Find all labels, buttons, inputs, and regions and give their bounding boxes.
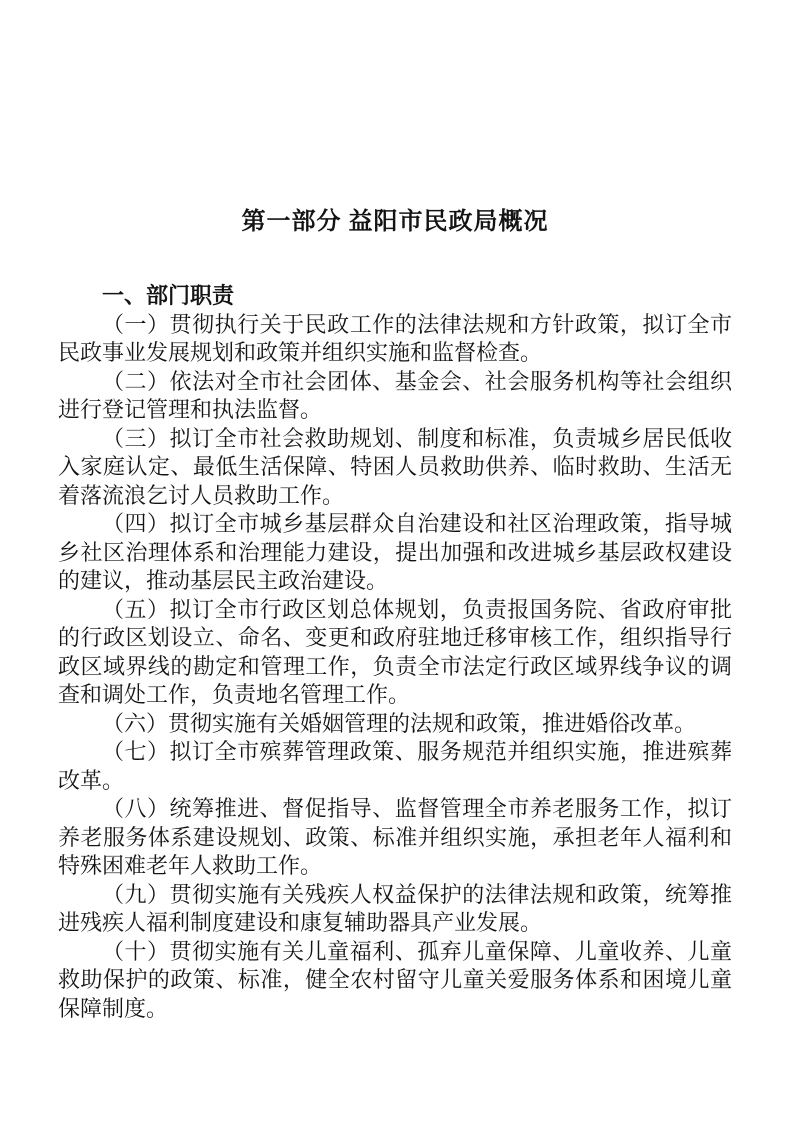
duty-paragraph-6: （六）贯彻实施有关婚姻管理的法规和政策，推进婚俗改革。: [102, 710, 697, 736]
duty-paragraph-4: （四）拟订全市城乡基层群众自治建设和社区治理政策，指导城乡社区治理体系和治理能力建设，提出加强和改进城乡基层政权建设的建议，推动基层民主政治建设。: [58, 511, 732, 593]
duty-paragraph-2: （二）依法对全市社会团体、基金会、社会服务机构等社会组织进行登记管理和执法监督。: [58, 368, 732, 422]
duty-paragraph-9: （九）贯彻实施有关残疾人权益保护的法律法规和政策，统筹推进残疾人福利制度建设和康复辅助器具产业发展。: [58, 881, 732, 935]
duty-paragraph-7: （七）拟订全市殡葬管理政策、服务规范并组织实施，推进殡葬改革。: [58, 739, 732, 793]
section-heading-duties: 一、部门职责: [102, 283, 235, 308]
duty-paragraph-3: （三）拟订全市社会救助规划、制度和标准，负责城乡居民低收入家庭认定、最低生活保障、特困人员救助供养、临时救助、生活无着落流浪乞讨人员救助工作。: [58, 425, 732, 508]
duty-paragraph-1: （一）贯彻执行关于民政工作的法律法规和方针政策，拟订全市民政事业发展规划和政策并组织实施和监督检查。: [58, 311, 732, 365]
duty-paragraph-5: （五）拟订全市行政区划总体规划，负责报国务院、省政府审批的行政区划设立、命名、变更和政府驻地迁移审核工作，组织指导行政区域界线的勘定和管理工作，负责全市法定行政区域界线争议的调查和调处工作，负责地名管理工作。: [58, 596, 732, 707]
document-title: 第一部分 益阳市民政局概况: [241, 209, 549, 235]
duty-paragraph-10: （十）贯彻实施有关儿童福利、孤弃儿童保障、儿童收养、儿童救助保护的政策、标准，健全农村留守儿童关爱服务体系和困境儿童保障制度。: [58, 938, 732, 1021]
duty-paragraph-8: （八）统筹推进、督促指导、监督管理全市养老服务工作，拟订养老服务体系建设规划、政策、标准并组织实施，承担老年人福利和特殊困难老年人救助工作。: [58, 796, 732, 878]
